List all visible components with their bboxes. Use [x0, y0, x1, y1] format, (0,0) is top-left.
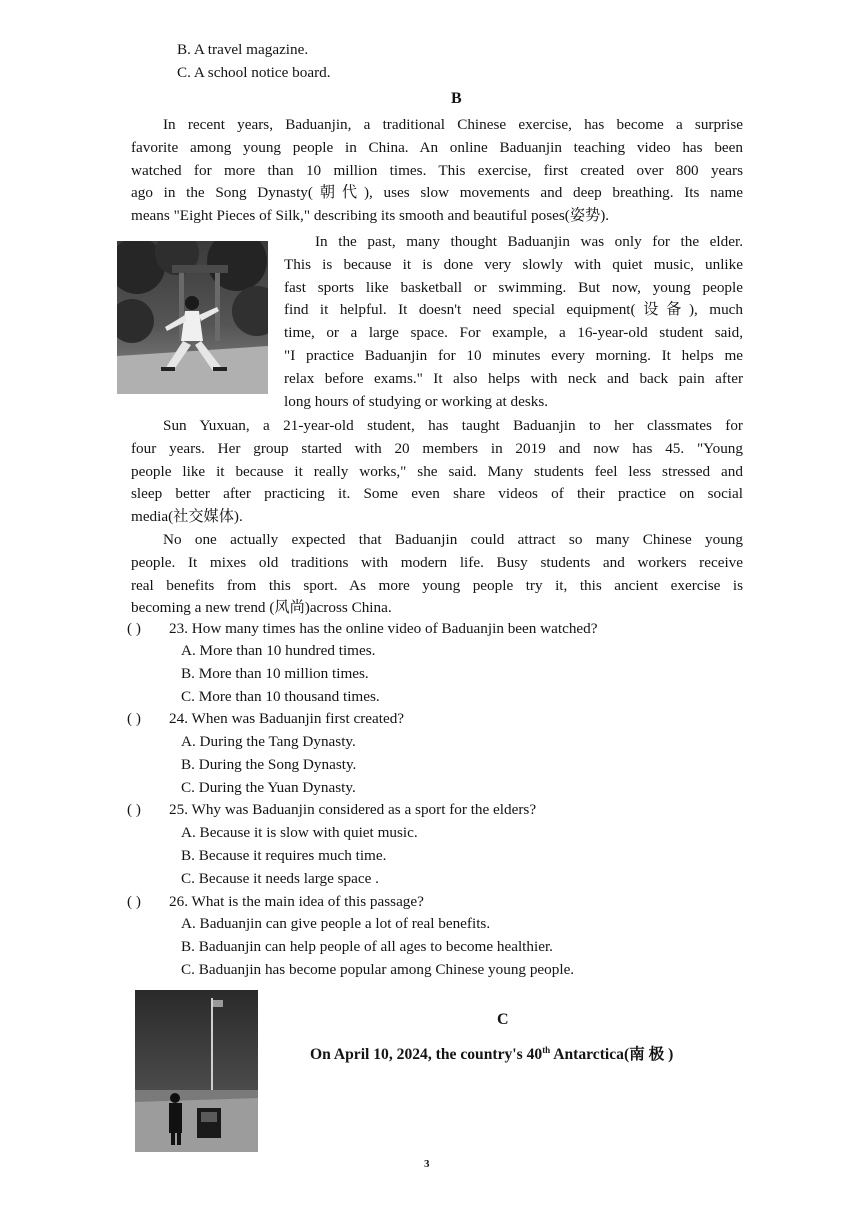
text-line: relax before exams." It also helps with neck and back pain after: [284, 369, 743, 387]
text-line: favorite among young people in China. An online Baduanjin teaching video has been: [131, 138, 743, 156]
text-line: sleep better after practicing it. Some even share videos of their practice on social: [131, 485, 743, 503]
answer-bracket-26[interactable]: ( ): [127, 893, 141, 910]
passage-c-label: C: [497, 1011, 509, 1028]
text-line: people. It mixes old traditions with modern life. Busy students and workers receive: [131, 553, 743, 571]
passage-c-text-end: Antarctica(南 极 ): [550, 1046, 674, 1063]
text-line: means "Eight Pieces of Silk," describing its smooth and beautiful poses(姿势).: [131, 207, 610, 225]
question-25-option-b: B. Because it requires much time.: [181, 847, 387, 864]
text-line: becoming a new trend (风尚)across China.: [131, 599, 392, 617]
text-line: real benefits from this sport. As more young people try it, this ancient exercise is: [131, 576, 743, 594]
question-24-option-a: A. During the Tang Dynasty.: [181, 733, 356, 750]
text-line: media(社交媒体).: [131, 508, 243, 526]
question-24: 24. When was Baduanjin first created?: [169, 710, 405, 727]
question-25: 25. Why was Baduanjin considered as a sport for the elders?: [169, 801, 537, 818]
ordinal-suffix: th: [542, 1044, 551, 1055]
text-line: find it helpful. It doesn't need special equipment(设备), much: [284, 301, 743, 319]
passage-b-paragraph-3: [131, 415, 743, 529]
prev-option-c: C. A school notice board.: [177, 64, 331, 81]
text-line: ago in the Song Dynasty(朝代), uses slow movements and deep breathing. Its name: [131, 184, 743, 202]
question-23: 23. How many times has the online video of Baduanjin been watched?: [169, 620, 598, 637]
question-24-option-b: B. During the Song Dynasty.: [181, 756, 357, 773]
text-line: In recent years, Baduanjin, a traditional Chinese exercise, has become a surprise: [163, 116, 743, 133]
passage-c-text: On April 10, 2024, the country's 40: [310, 1046, 543, 1063]
text-line: four years. Her group started with 20 members in 2019 and now has 45. "Young: [131, 439, 743, 457]
baduanjin-photo-illustration: [117, 241, 268, 394]
text-line: long hours of studying or working at desks.: [284, 392, 549, 410]
text-line: watched for more than 10 million times. This exercise, first created over 800 years: [131, 161, 743, 179]
answer-bracket-23[interactable]: ( ): [127, 620, 141, 637]
passage-b-label: B: [451, 90, 462, 107]
text-line: "I practice Baduanjin for 10 minutes every morning. It helps me: [284, 346, 743, 364]
text-line: This is because it is done very slowly with quiet music, unlike: [284, 255, 743, 273]
text-line: people like it because it really works," she said. Many students feel less stressed and: [131, 462, 743, 480]
question-25-option-a: A. Because it is slow with quiet music.: [181, 824, 418, 841]
question-26-option-b: B. Baduanjin can help people of all ages to become healthier.: [181, 938, 553, 955]
passage-b-paragraph-4: [131, 529, 743, 620]
passage-b-paragraph-1: [131, 114, 743, 228]
answer-bracket-25[interactable]: ( ): [127, 801, 141, 818]
text-line: time, or a large space. For example, a 16-year-old student said,: [284, 324, 743, 342]
text-line: No one actually expected that Baduanjin could attract so many Chinese young: [163, 531, 743, 548]
baduanjin-photo: [117, 241, 268, 394]
passage-b-paragraph-2: [284, 231, 743, 413]
question-25-option-c: C. Because it needs large space .: [181, 870, 379, 887]
text-line: fast sports like basketball or swimming. But now, young people: [284, 278, 743, 296]
text-line: In the past, many thought Baduanjin was only for the elder.: [315, 233, 743, 250]
question-26-option-c: C. Baduanjin has become popular among Chinese young people.: [181, 961, 575, 978]
passage-c-first-line: [310, 1042, 673, 1064]
page-number: 3: [424, 1158, 430, 1170]
question-23-option-b: B. More than 10 million times.: [181, 665, 369, 682]
question-26-option-a: A. Baduanjin can give people a lot of real benefits.: [181, 915, 491, 932]
text-line: Sun Yuxuan, a 21-year-old student, has taught Baduanjin to her classmates for: [163, 417, 743, 434]
answer-bracket-24[interactable]: ( ): [127, 710, 141, 727]
question-23-option-c: C. More than 10 thousand times.: [181, 688, 380, 705]
question-26: 26. What is the main idea of this passage?: [169, 893, 424, 910]
question-23-option-a: A. More than 10 hundred times.: [181, 642, 376, 659]
antarctica-photo-illustration: [135, 990, 258, 1152]
prev-option-b: B. A travel magazine.: [177, 41, 309, 58]
question-24-option-c: C. During the Yuan Dynasty.: [181, 779, 356, 796]
antarctica-photo: [135, 990, 258, 1152]
